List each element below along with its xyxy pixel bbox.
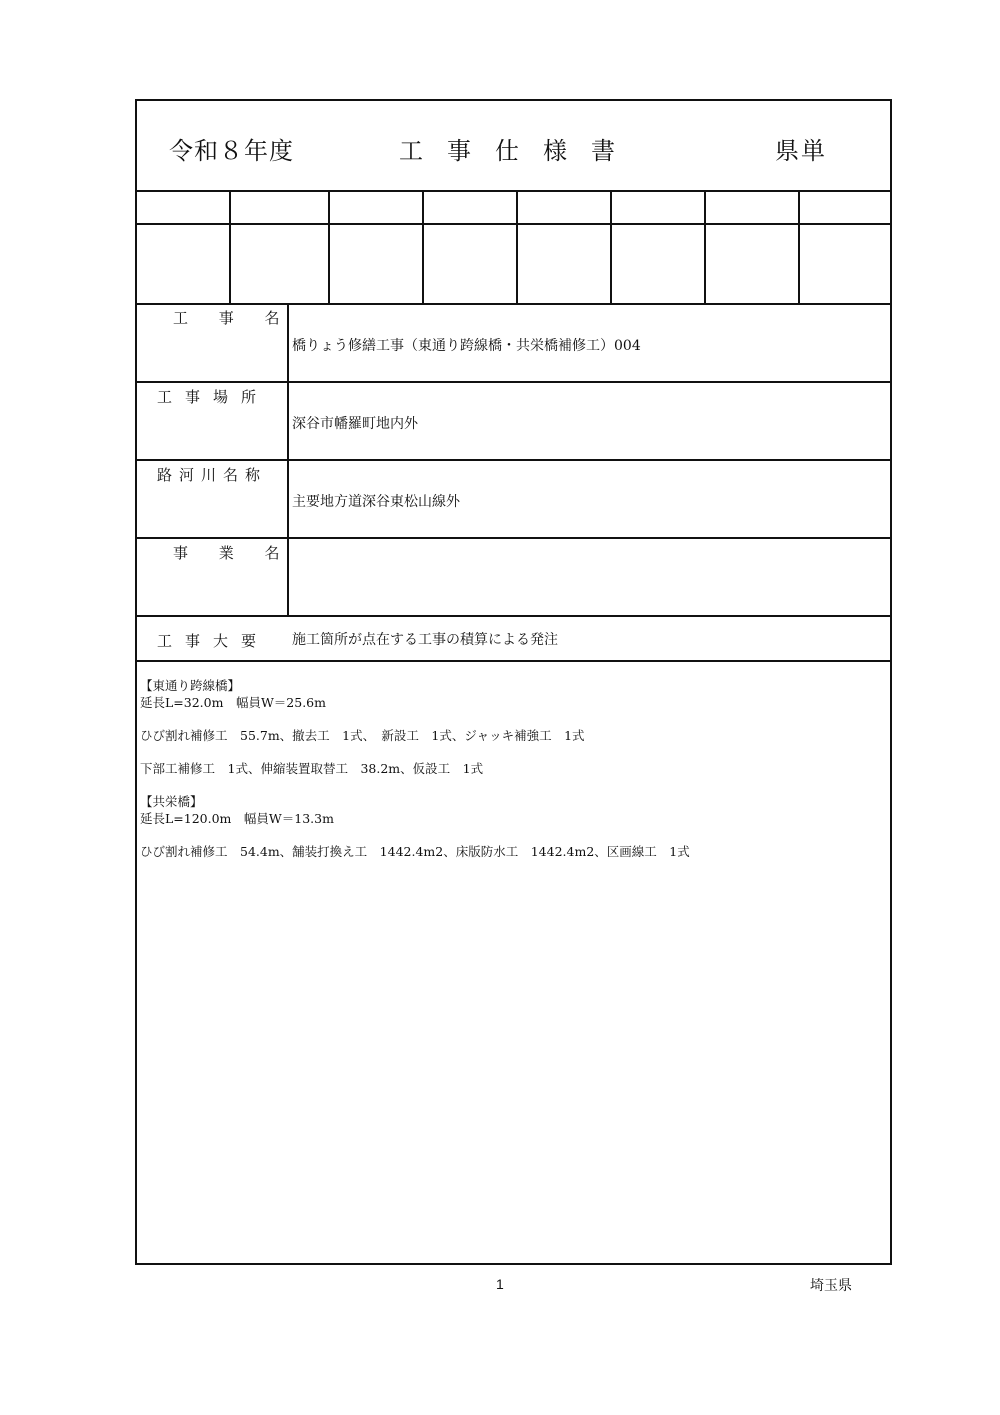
divider [137,459,890,461]
bridge-dimensions: 延長L=120.0m 幅員W＝13.3m [140,811,334,826]
field-value: 主要地方道深谷東松山線外 [292,494,460,510]
field-value: 施工箇所が点在する工事の積算による発注 [292,632,558,648]
fiscal-year: 令和８年度 [169,137,294,165]
divider [137,537,890,539]
stamp-cell-border [422,190,424,303]
stamp-cell-border [610,190,612,303]
budget-type: 県単 [775,137,827,165]
field-label: 事 業 名 [173,544,293,562]
stamp-cell-border [798,190,800,303]
prefecture-name: 埼玉県 [810,1278,852,1294]
divider [137,223,890,225]
stamp-cell-border [704,190,706,303]
field-label: 工事大要 [157,632,270,650]
document-title: 工事仕様書 [399,137,639,165]
bridge-heading: 【東通り跨線橋】 [140,678,241,693]
work-items-line: ひび割れ補修工 54.4m、舗装打換え工 1442.4m2、床版防水工 1442.4m2、区画線工 1式 [140,844,690,859]
divider [137,615,890,617]
stamp-cell-border [328,190,330,303]
divider [137,381,890,383]
field-label: 路河川名称 [157,466,268,484]
bridge-heading: 【共栄橋】 [140,794,203,809]
spec-sheet-frame [135,99,892,1265]
field-value: 深谷市幡羅町地内外 [292,416,418,432]
field-value: 橋りょう修繕工事（東通り跨線橋・共栄橋補修工）004 [292,338,641,354]
work-items-line: 下部工補修工 1式、伸縮装置取替工 38.2m、仮設工 1式 [140,761,484,776]
title-row [137,101,890,191]
stamp-cell-border [516,190,518,303]
page-number: 1 [496,1276,504,1292]
field-label: 工 事 名 [173,309,293,327]
stamp-cell-border [229,190,231,303]
work-items-line: ひび割れ補修工 55.7m、撤去工 1式、 新設工 1式、ジャッキ補強工 1式 [140,728,585,743]
bridge-dimensions: 延長L=32.0m 幅員W＝25.6m [140,695,326,710]
divider [137,190,890,192]
divider [137,303,890,305]
divider [137,660,890,662]
field-label: 工事場所 [157,388,270,406]
